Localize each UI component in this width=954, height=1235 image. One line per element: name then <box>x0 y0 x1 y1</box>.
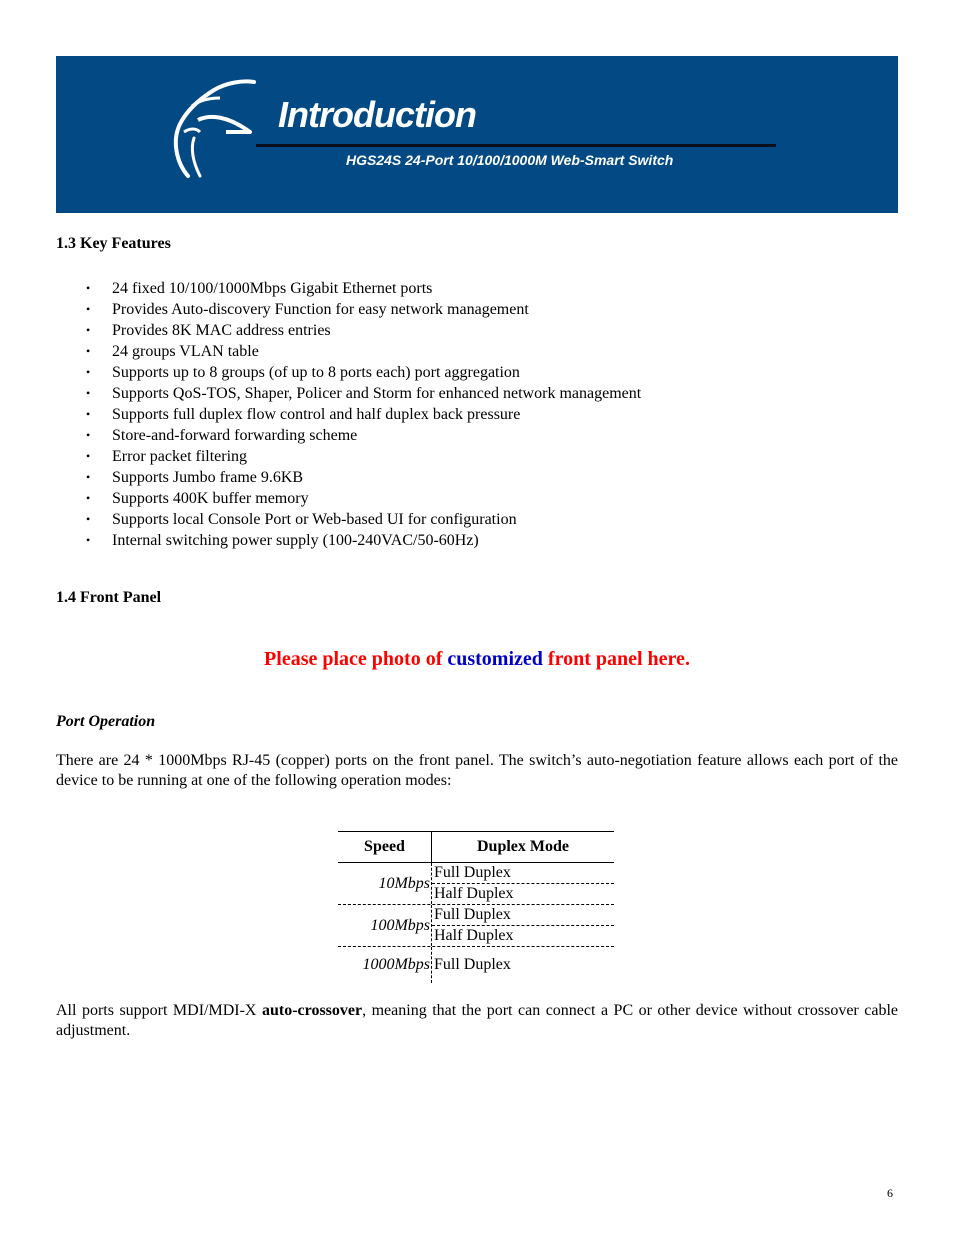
list-item-text: Store-and-forward forwarding scheme <box>112 427 358 444</box>
auto-crossover-paragraph <box>56 1001 898 1041</box>
speed-cell: 1000Mbps <box>338 947 432 983</box>
auto-crossover-text-after: , meaning that the port can connect a PC or other device without crossover cable adjustment. <box>56 1002 898 1039</box>
placeholder-text-part2: customized <box>447 648 543 670</box>
bullet-icon: • <box>86 428 91 442</box>
list-item <box>56 404 896 425</box>
bullet-icon: • <box>86 323 91 337</box>
bullet-icon: • <box>86 533 91 547</box>
speed-cell: 10Mbps <box>338 863 432 904</box>
duplex-cell: Half Duplex <box>434 885 514 902</box>
banner-subtitle: HGS24S 24-Port 10/100/1000M Web-Smart Switch <box>346 152 674 168</box>
table-header-speed: Speed <box>338 832 432 862</box>
duplex-cell: Full Duplex <box>432 905 614 926</box>
duplex-cell: Full Duplex <box>434 956 511 973</box>
list-item-text: Error packet filtering <box>112 448 248 465</box>
auto-crossover-term: auto-crossover <box>261 1002 363 1019</box>
table-row <box>338 947 614 983</box>
duplex-cell-group <box>432 947 614 983</box>
placeholder-text-part3: front panel here. <box>542 648 690 670</box>
bullet-icon: • <box>86 365 91 379</box>
table-body <box>338 863 614 983</box>
bullet-icon: • <box>86 344 91 358</box>
bullet-icon: • <box>86 281 91 295</box>
list-item-text: Provides 8K MAC address entries <box>112 322 331 339</box>
list-item <box>56 320 896 341</box>
duplex-cell-group <box>432 905 614 946</box>
port-operation-paragraph: There are 24 * 1000Mbps RJ-45 (copper) ports on the front panel. The switch’s auto-negotiation feature allows each port of the device to be running at one of the following operation modes: <box>56 752 898 789</box>
list-item <box>56 299 896 320</box>
list-item-text: Supports up to 8 groups (of up to 8 ports each) port aggregation <box>112 364 520 381</box>
list-item <box>56 425 896 446</box>
banner-rule <box>256 144 776 147</box>
list-item <box>56 488 896 509</box>
bullet-icon: • <box>86 407 91 421</box>
duplex-cell: Half Duplex <box>434 927 514 944</box>
banner-title: Introduction <box>278 94 476 135</box>
list-item-text: 24 fixed 10/100/1000Mbps Gigabit Ethernet ports <box>112 280 433 297</box>
list-item <box>56 509 896 530</box>
auto-crossover-text-before: All ports support MDI/MDI-X <box>56 1002 262 1019</box>
port-operation-subheading: Port Operation <box>56 713 156 730</box>
bullet-icon: • <box>86 470 91 484</box>
table-header-duplex: Duplex Mode <box>477 838 569 855</box>
duplex-cell: Full Duplex <box>432 863 614 884</box>
table-header-row <box>338 831 614 863</box>
list-item-text: Provides Auto-discovery Function for easy network management <box>112 301 529 318</box>
list-item-text: 24 groups VLAN table <box>112 343 259 360</box>
list-item <box>56 530 896 551</box>
bullet-icon: • <box>86 302 91 316</box>
eagle-head-icon <box>170 76 260 186</box>
bullet-icon: • <box>86 491 91 505</box>
list-item <box>56 467 896 488</box>
page-number: 6 <box>887 1186 893 1200</box>
bullet-icon: • <box>86 386 91 400</box>
section-heading-key-features: 1.3 Key Features <box>56 235 171 252</box>
list-item <box>56 383 896 404</box>
list-item-text: Supports full duplex flow control and half duplex back pressure <box>112 406 521 423</box>
key-features-list <box>56 278 896 551</box>
duplex-cell-group <box>432 863 614 904</box>
table-row <box>338 863 614 905</box>
placeholder-text-part1: Please place photo of <box>264 648 448 670</box>
speed-cell: 100Mbps <box>338 905 432 946</box>
list-item <box>56 278 896 299</box>
list-item <box>56 341 896 362</box>
section-heading-front-panel: 1.4 Front Panel <box>56 589 162 606</box>
bullet-icon: • <box>86 449 91 463</box>
bullet-icon: • <box>86 512 91 526</box>
list-item <box>56 446 896 467</box>
header-banner <box>56 56 898 213</box>
front-panel-photo-placeholder <box>0 648 954 671</box>
list-item-text: Supports Jumbo frame 9.6KB <box>112 469 304 486</box>
list-item-text: Supports 400K buffer memory <box>112 490 309 507</box>
list-item-text: Supports local Console Port or Web-based UI for configuration <box>112 511 517 528</box>
list-item <box>56 362 896 383</box>
operation-modes-table <box>338 831 614 983</box>
list-item-text: Internal switching power supply (100-240VAC/50-60Hz) <box>112 532 479 549</box>
list-item-text: Supports QoS-TOS, Shaper, Policer and Storm for enhanced network management <box>112 385 642 402</box>
table-row <box>338 905 614 947</box>
